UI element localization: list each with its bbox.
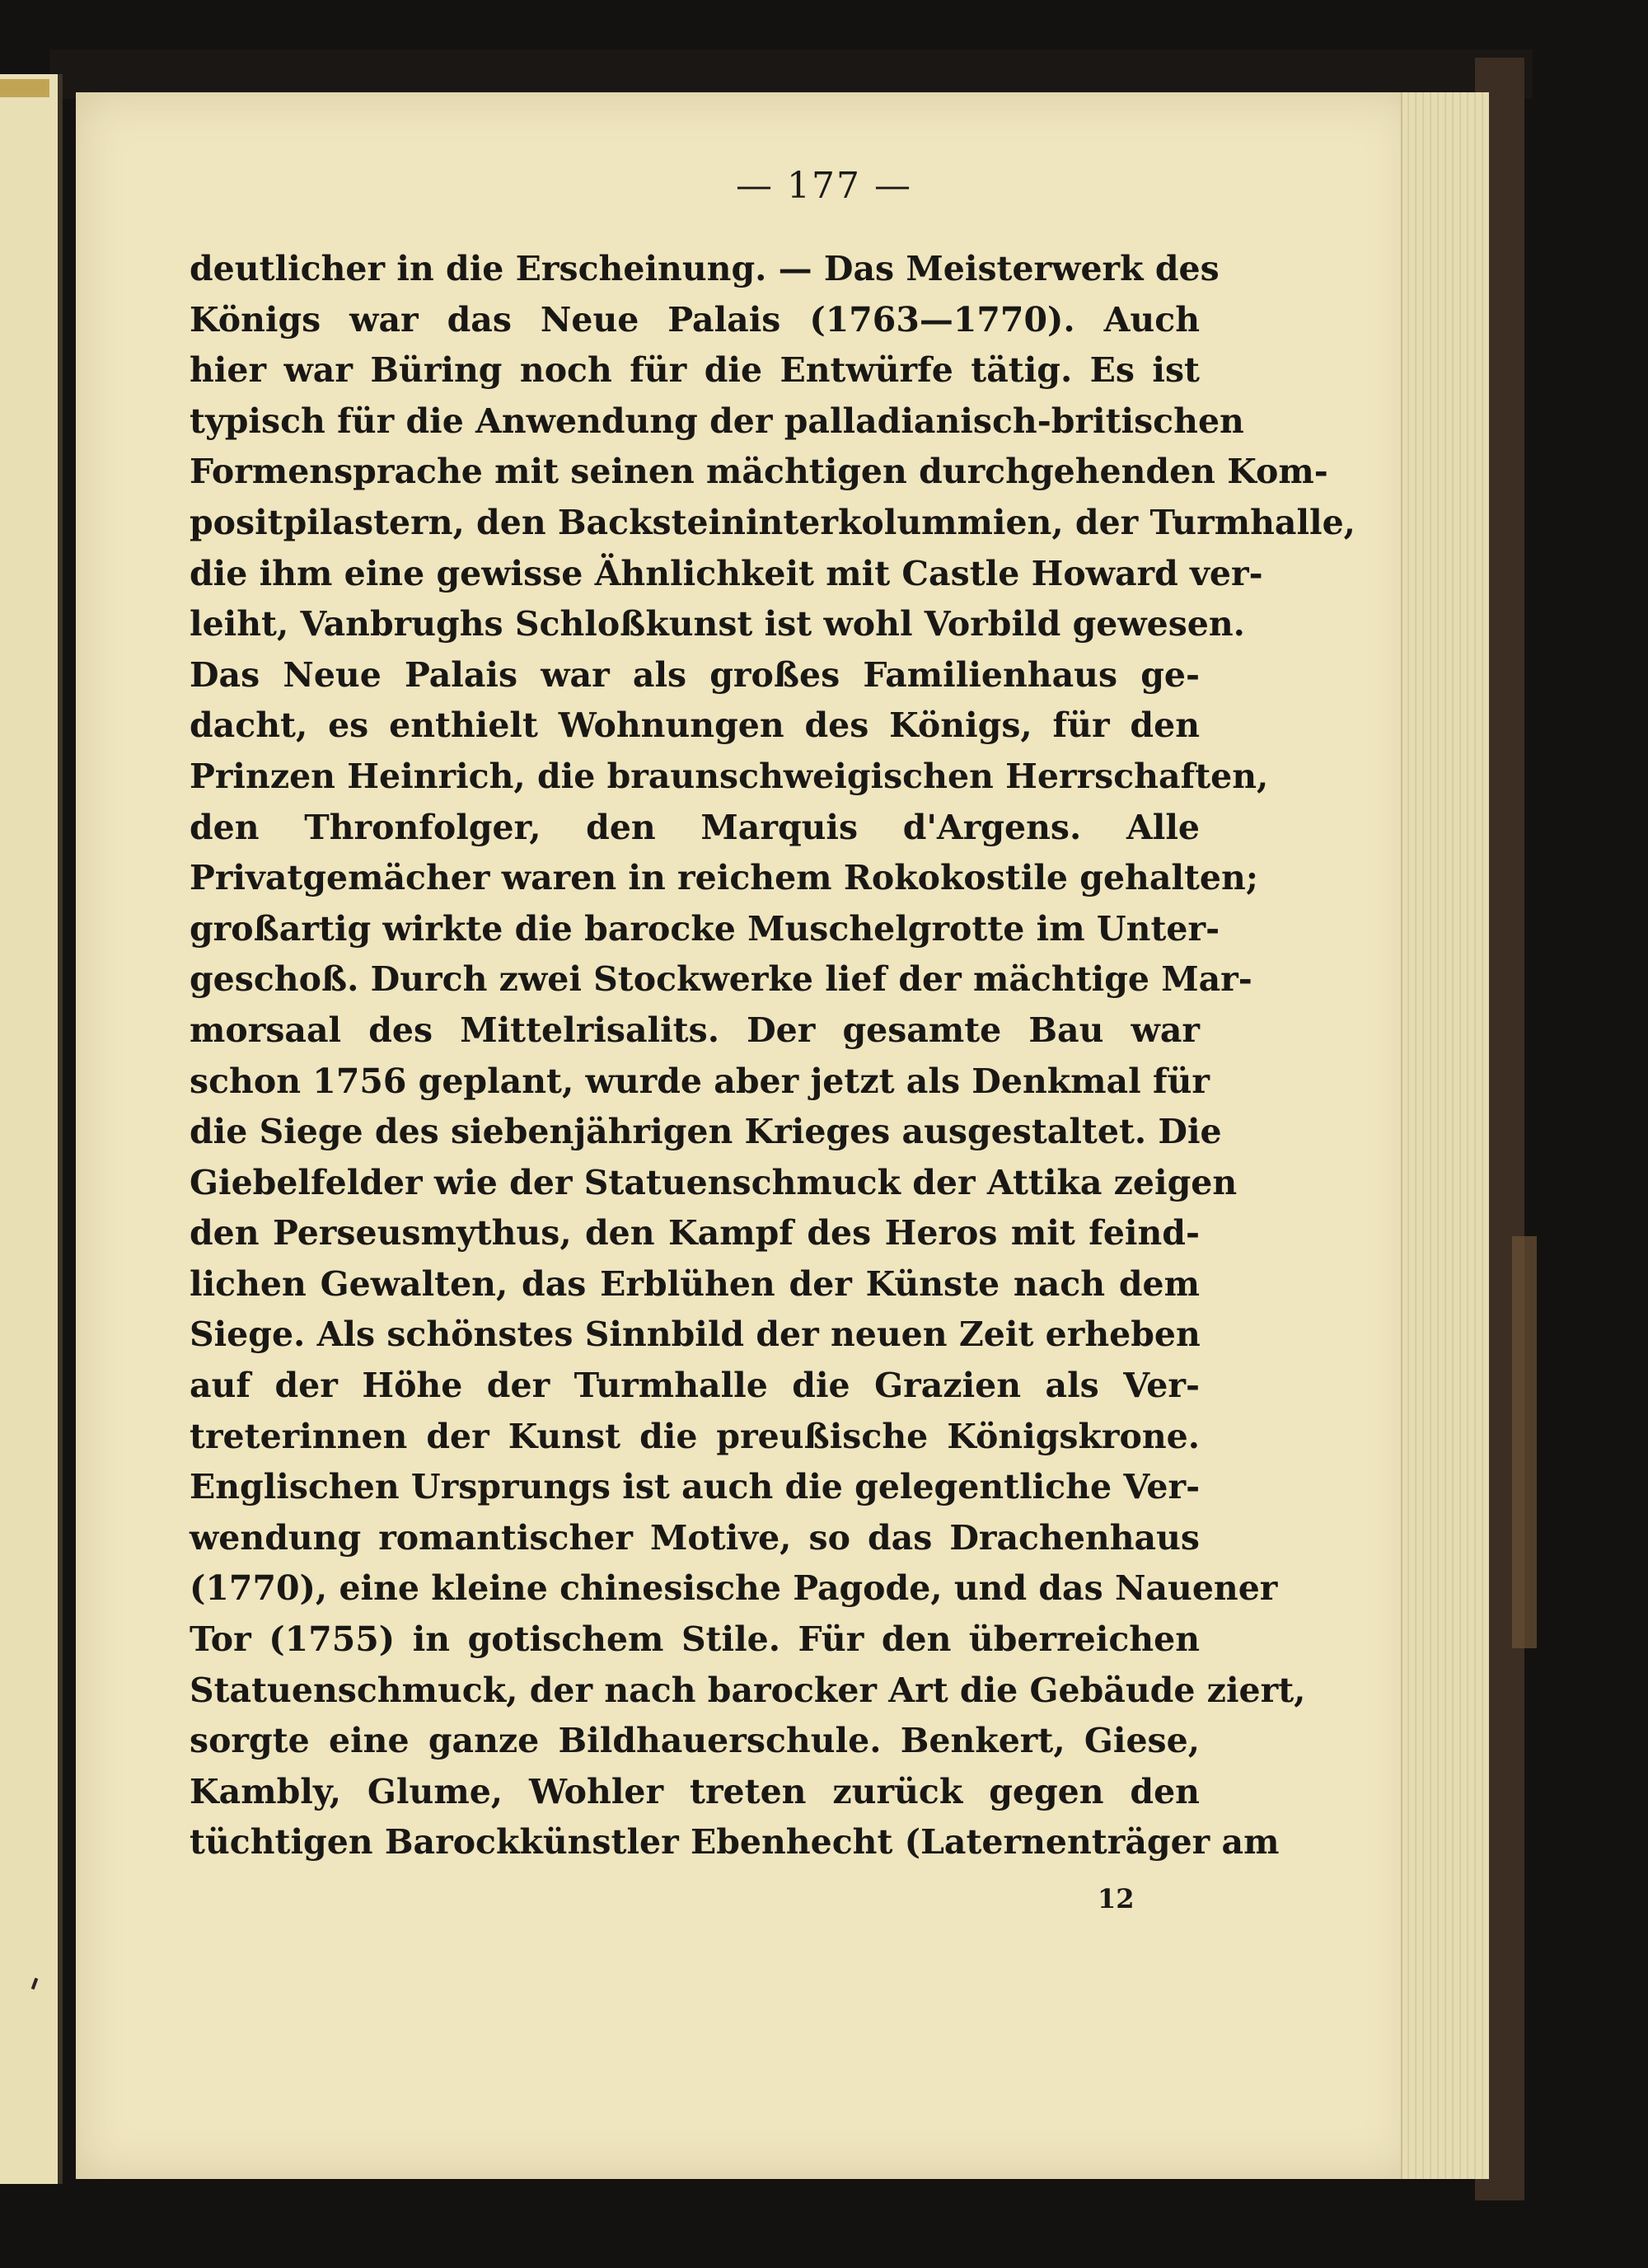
page-number: — 177 — (736, 165, 912, 207)
text-line: treterinnen der Kunst die preußische Königskrone. (190, 1416, 1200, 1456)
text-line: Statuenschmuck, der nach barocker Art die Gebäude ziert, (190, 1670, 1306, 1710)
book-binding-top (49, 49, 1533, 99)
text-line: Giebelfelder wie der Statuenschmuck der Attika zeigen (190, 1162, 1238, 1202)
text-line: Englischen Ursprungs ist auch die gelegentliche Ver- (190, 1467, 1201, 1507)
left-page-edge (0, 74, 63, 2184)
text-line: schon 1756 geplant, wurde aber jetzt als Denkmal für (190, 1061, 1210, 1101)
text-line: auf der Höhe der Turmhalle die Grazien als Ver- (190, 1366, 1200, 1406)
left-page-gilt-edge (0, 79, 49, 97)
text-line: lichen Gewalten, das Erblühen der Künste nach dem (190, 1263, 1200, 1304)
text-line: typisch für die Anwendung der palladianisch-britischen (190, 401, 1244, 441)
text-line: hier war Büring noch für die Entwürfe tätig. Es ist (190, 350, 1200, 391)
text-line: die Siege des siebenjährigen Krieges ausgestaltet. Die (190, 1112, 1222, 1152)
text-line: Das Neue Palais war als großes Familienhaus ge- (190, 654, 1200, 695)
text-line: morsaal des Mittelrisalits. Der gesamte Bau war (190, 1010, 1200, 1050)
text-line: Tor (1755) in gotischem Stile. Für den überreichen (190, 1619, 1200, 1660)
text-line: geschoß. Durch zwei Stockwerke lief der mächtige Mar- (190, 959, 1252, 1000)
text-line: Kambly, Glume, Wohler treten zurück gegen den (190, 1771, 1200, 1811)
text-line: (1770), eine kleine chinesische Pagode, und das Nauener (190, 1568, 1278, 1609)
text-line: sorgte eine ganze Bildhauerschule. Benkert, Giese, (190, 1721, 1200, 1761)
text-line: Formensprache mit seinen mächtigen durchgehenden Kom- (190, 452, 1328, 492)
text-line: Königs war das Neue Palais (1763—1770). Auch (190, 299, 1200, 340)
body-text (190, 244, 1355, 1868)
text-line: wendung romantischer Motive, so das Drachenhaus (190, 1517, 1200, 1558)
text-line: leiht, Vanbrughs Schloßkunst ist wohl Vorbild gewesen. (190, 604, 1245, 644)
text-line: deutlicher in die Erscheinung. — Das Meisterwerk des (190, 249, 1220, 288)
text-line: tüchtigen Barockkünstler Ebenhecht (Laternenträger am (190, 1822, 1280, 1863)
text-line: positpilastern, den Backsteininterkolummien, der Turmhalle, (190, 502, 1355, 542)
text-line: Siege. Als schönstes Sinnbild der neuen Zeit erheben (190, 1314, 1201, 1355)
text-line: großartig wirkte die barocke Muschelgrotte im Unter- (190, 908, 1220, 949)
text-line: den Perseusmythus, den Kampf des Heros mit feind- (190, 1213, 1200, 1253)
text-line: Prinzen Heinrich, die braunschweigischen Herrschaften, (190, 756, 1269, 796)
text-line: dacht, es enthielt Wohnungen des Königs, für den (190, 705, 1200, 746)
printer-signature-mark: 12 (1098, 1883, 1135, 1914)
text-line: die ihm eine gewisse Ähnlichkeit mit Castle Howard ver- (190, 553, 1263, 593)
cover-wear (1512, 1236, 1537, 1648)
text-line: den Thronfolger, den Marquis d'Argens. Alle (190, 807, 1200, 847)
text-line: Privatgemächer waren in reichem Rokokostile gehalten; (190, 858, 1258, 898)
page-stack-edges (1401, 92, 1489, 2179)
